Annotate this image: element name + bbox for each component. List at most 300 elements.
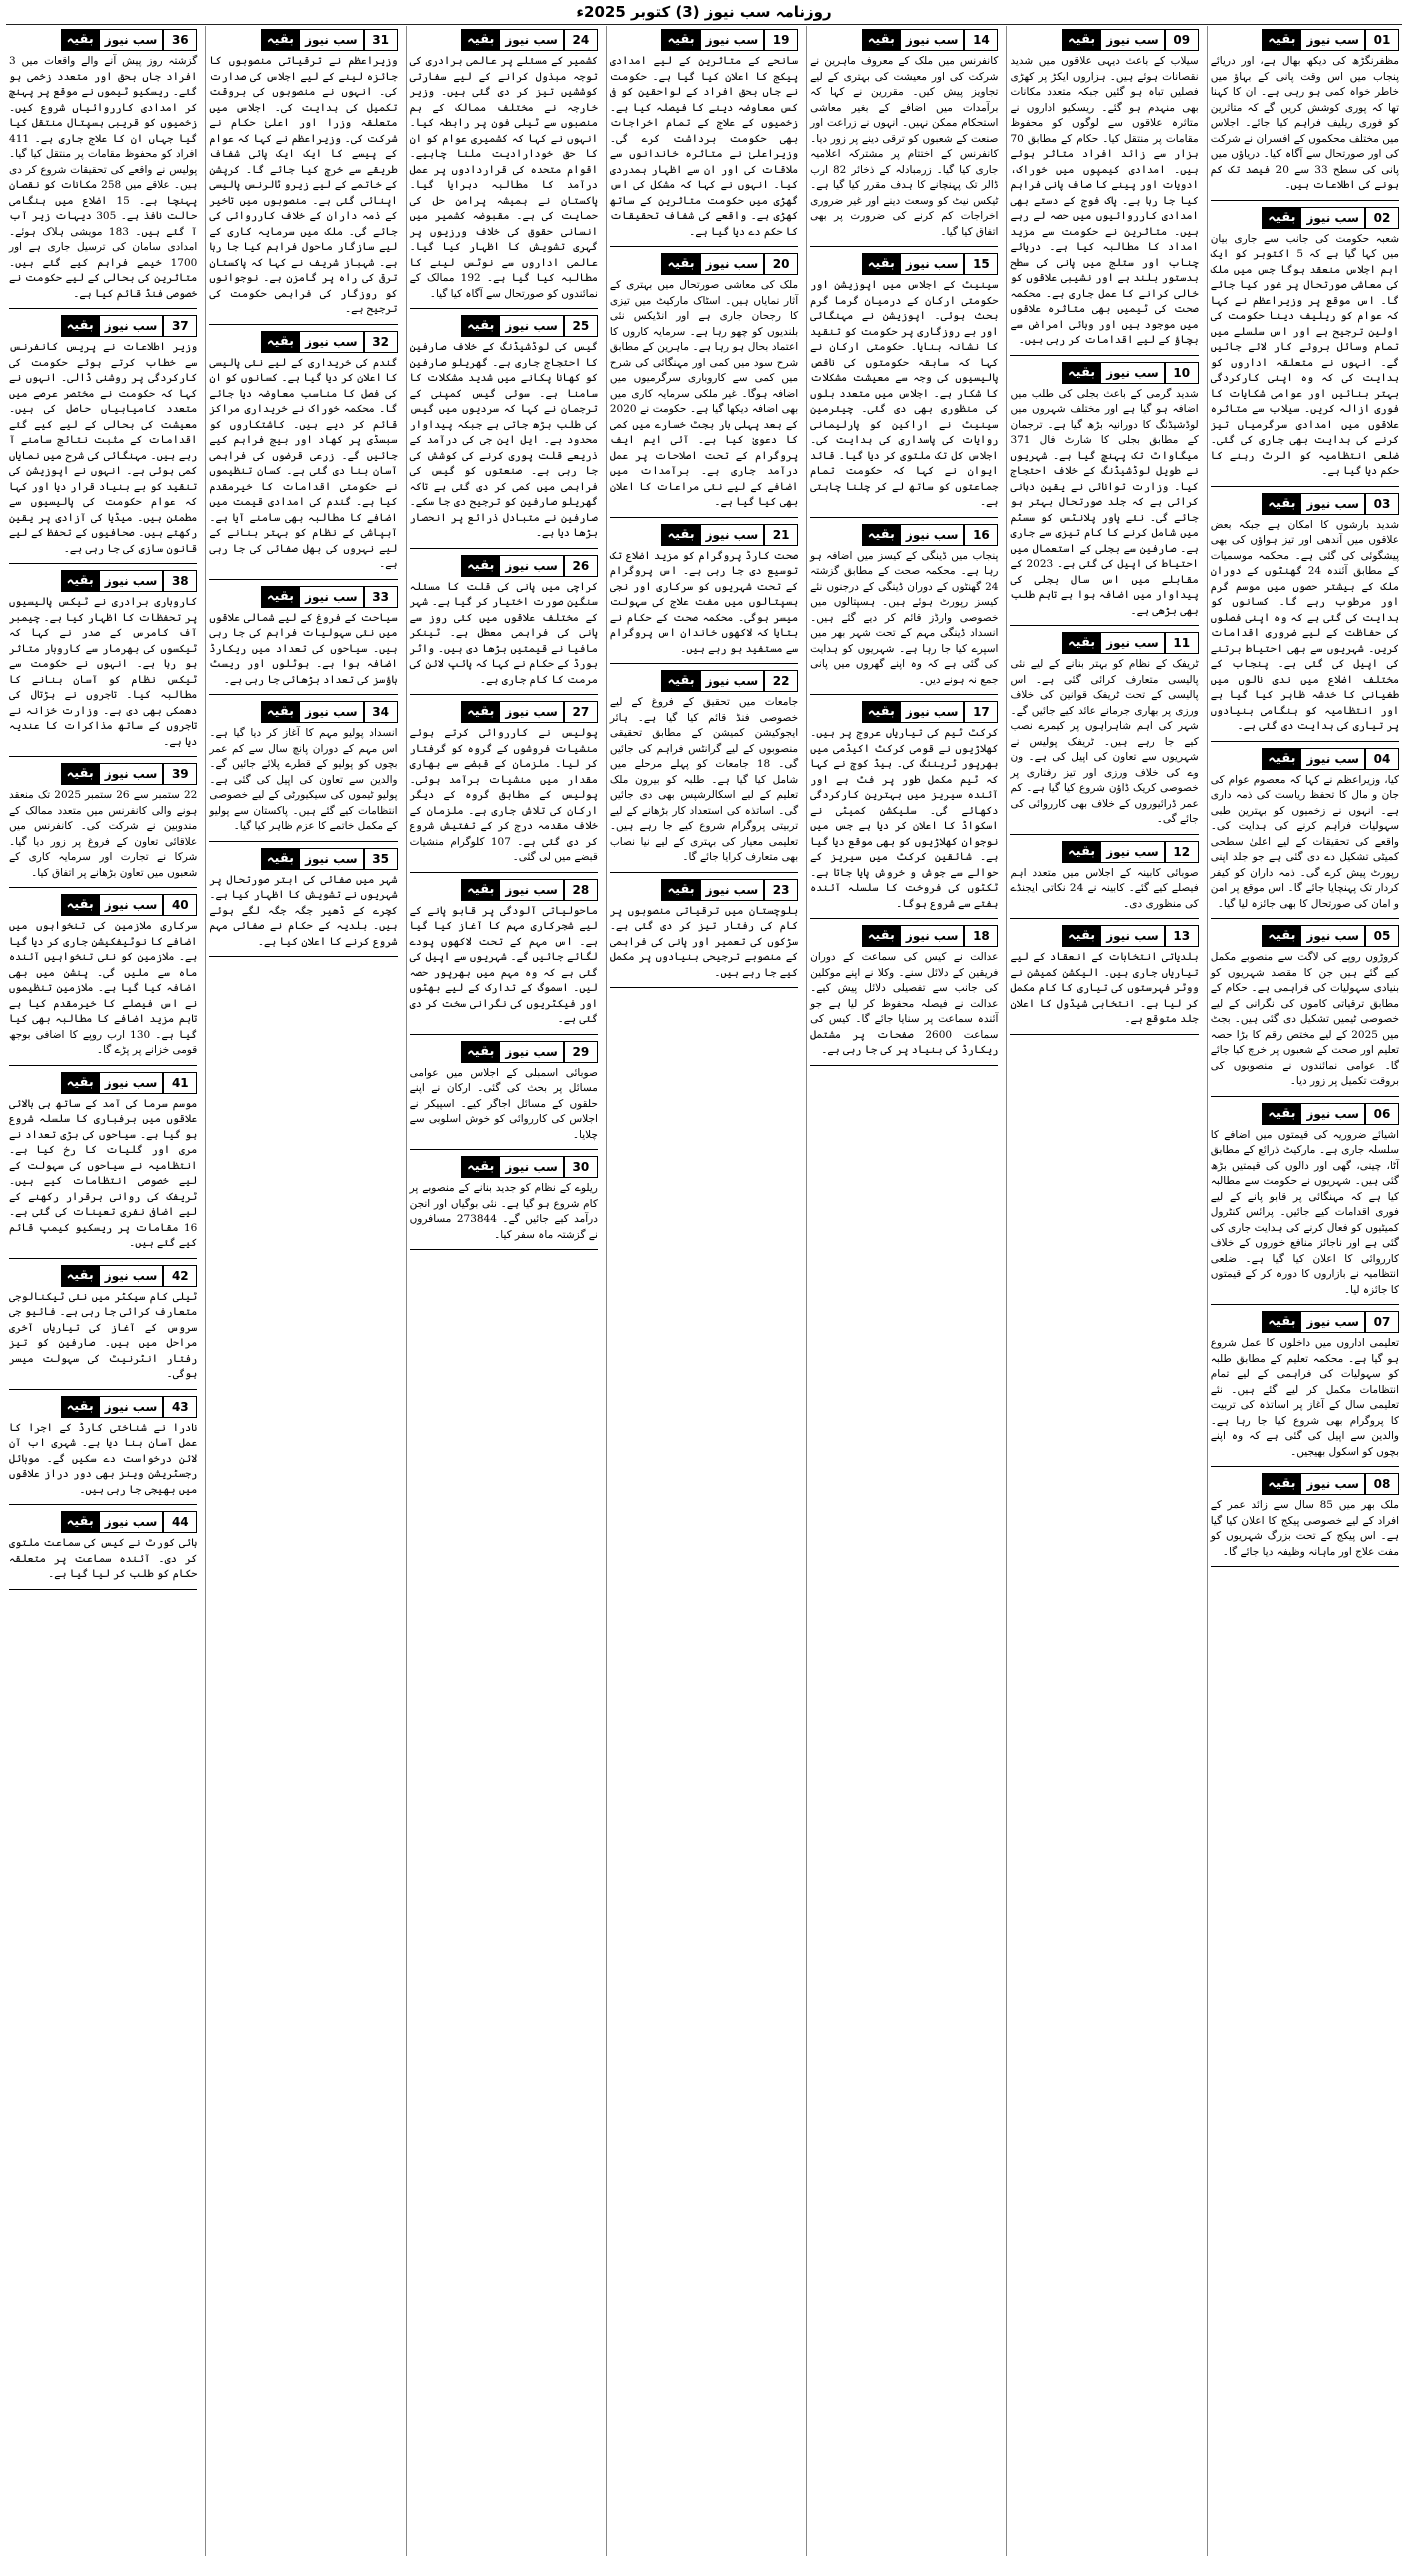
kicker-main-label: بقیہ <box>1062 632 1101 654</box>
kicker-source-label: سب نیوز <box>1301 29 1365 51</box>
continuation-article <box>1211 1311 1399 1467</box>
article-body-text: نادرا نے شناختی کارڈ کے اجرا کا عمل آسان بنا دیا ہے۔ شہری اب آن لائن درخواست دے سکیں گے۔ موبائل رجسٹریشن وینز بھی دور دراز علاقوں میں بھیجی جا رہی ہیں۔ <box>9 1421 198 1496</box>
continuation-article <box>410 29 598 309</box>
kicker-number: 03 <box>1365 493 1399 515</box>
article-divider <box>1010 1034 1198 1035</box>
article-body-text: سرکاری ملازمین کی تنخواہوں میں اضافے کا نوٹیفکیشن جاری کر دیا گیا ہے۔ ملازمین کو نئی تنخواہیں آئندہ ماہ سے ملیں گی۔ پنشن میں بھی اضافہ کیا گیا ہے۔ ملازمین تنظیموں نے اس فیصلے کا خیرمقدم کیا ہے تاہم مزید اضافے کا مطالبہ بھی کیا گیا ہے۔ 130 ارب روپے کا اضافی بوجھ قومی خزانے پر پڑے گا۔ <box>9 920 198 1056</box>
continuation-kicker <box>1211 1103 1399 1125</box>
continuation-kicker <box>1010 29 1198 51</box>
article-divider <box>410 694 598 695</box>
kicker-source-label: سب نیوز <box>701 29 765 51</box>
article-divider <box>1211 1566 1399 1567</box>
kicker-main-label: بقیہ <box>261 29 300 51</box>
continuation-kicker <box>9 894 197 916</box>
kicker-source-label: سب نیوز <box>1101 841 1165 863</box>
article-body-text: شہر میں صفائی کی ابتر صورتحال پر شہریوں نے تشویش کا اظہار کیا ہے۔ کچرے کے ڈھیر جگہ جگہ لگے ہوئے ہیں۔ بلدیہ کے حکام نے صفائی مہم شروع کرنے کا اعلان کیا ہے۔ <box>209 873 398 948</box>
continuation-article <box>810 925 998 1066</box>
kicker-number: 14 <box>964 29 998 51</box>
kicker-main-label: بقیہ <box>61 29 100 51</box>
article-divider <box>9 1065 197 1066</box>
continuation-kicker <box>9 1265 197 1287</box>
article-divider <box>1211 200 1399 201</box>
continuation-kicker <box>610 879 798 901</box>
kicker-number: 28 <box>564 879 598 901</box>
article-body-text: صوبائی کابینہ کے اجلاس میں متعدد اہم فیصلے کیے گئے۔ کابینہ نے 24 نکاتی ایجنڈے کی منظوری دی۔ <box>1010 866 1199 910</box>
continuation-kicker <box>9 1072 197 1094</box>
continuation-article <box>209 331 397 580</box>
article-divider <box>1010 625 1198 626</box>
kicker-main-label: بقیہ <box>1062 925 1101 947</box>
continuation-article <box>610 253 798 518</box>
continuation-kicker <box>410 315 598 337</box>
article-divider <box>1010 355 1198 356</box>
kicker-number: 40 <box>163 894 197 916</box>
kicker-main-label: بقیہ <box>461 1041 500 1063</box>
kicker-number: 17 <box>964 701 998 723</box>
article-body-text: ہائی کورٹ نے کیس کی سماعت ملتوی کر دی۔ آئندہ سماعت پر متعلقہ حکام کو طلب کر لیا گیا ہے۔ <box>9 1537 198 1580</box>
article-body-text: تعلیمی اداروں میں داخلوں کا عمل شروع ہو گیا ہے۔ محکمہ تعلیم کے مطابق طلبہ کو سہولیات کی فراہمی کے لیے تمام انتظامات مکمل کر لیے گئے ہیں۔ نئے تعلیمی سال کے آغاز پر اساتذہ کی تربیت کا پروگرام بھی شروع کیا جا رہا ہے۔ والدین سے اپیل کی گئی ہے کہ وہ اپنے بچوں کو اسکول بھیجیں۔ <box>1210 1337 1399 1458</box>
continuation-kicker <box>610 670 798 692</box>
article-body-text: کروڑوں روپے کی لاگت سے منصوبے مکمل کیے گئے ہیں جن کا مقصد شہریوں کو بنیادی سہولیات کی فراہمی ہے۔ حکام کے مطابق ترقیاتی کاموں کی نگرانی کے لیے خصوصی ٹیمیں تشکیل دی گئی ہیں۔ بجٹ میں 2025 کے لیے مختص رقم کا بڑا حصہ تعلیم اور صحت کے شعبوں پر خرچ کیا جائے گا۔ عوامی نمائندوں نے منصوبوں کی بروقت تکمیل پر زور دیا۔ <box>1210 951 1399 1087</box>
kicker-number: 44 <box>163 1511 197 1533</box>
kicker-source-label: سب نیوز <box>1301 207 1365 229</box>
kicker-main-label: بقیہ <box>61 1072 100 1094</box>
column-4 <box>606 26 801 2556</box>
article-divider <box>410 1034 598 1035</box>
kicker-number: 21 <box>764 524 798 546</box>
article-divider <box>410 1149 598 1150</box>
kicker-source-label: سب نیوز <box>701 524 765 546</box>
continuation-article <box>410 701 598 873</box>
kicker-source-label: سب نیوز <box>1101 632 1165 654</box>
kicker-number: 08 <box>1365 1473 1399 1495</box>
kicker-main-label: بقیہ <box>461 315 500 337</box>
continuation-kicker <box>1211 1311 1399 1333</box>
kicker-source-label: سب نیوز <box>100 29 164 51</box>
kicker-source-label: سب نیوز <box>100 1396 164 1418</box>
continuation-article <box>9 1396 197 1506</box>
article-body-text: بلدیاتی انتخابات کے انعقاد کے لیے تیاریاں جاری ہیں۔ الیکشن کمیشن نے ووٹر فہرستوں کی تیاری کا کام مکمل کر لیا ہے۔ انتخابی شیڈول کا اعلان جلد متوقع ہے۔ <box>1010 951 1199 1025</box>
kicker-source-label: سب نیوز <box>1101 925 1165 947</box>
article-body-text: 22 ستمبر سے 26 ستمبر 2025 تک منعقد ہونے والی کانفرنس میں متعدد ممالک کے مندوبین نے شرکت کی۔ کانفرنس میں علاقائی تعاون کے فروغ پر زور دیا گیا۔ شرکا نے تجارت اور سرمایہ کاری کے شعبوں میں تعاون بڑھانے پر اتفاق کیا۔ <box>9 789 198 879</box>
kicker-main-label: بقیہ <box>61 570 100 592</box>
article-divider <box>9 756 197 757</box>
article-body-text: وزیر اطلاعات نے پریس کانفرنس سے خطاب کرتے ہوئے حکومت کی کارکردگی پر روشنی ڈالی۔ انہوں نے کہا کہ حکومت نے مختصر عرصے میں متعدد کامیابیاں حاصل کی ہیں۔ معیشت کی بحالی کے لیے کیے گئے اقدامات کے مثبت نتائج سامنے آ رہے ہیں۔ مہنگائی کی شرح میں نمایاں کمی ہوئی ہے۔ انہوں نے اپوزیشن کی تنقید کو بے بنیاد قرار دیا اور کہا کہ عوام حکومت کی پالیسیوں سے مطمئن ہیں۔ میڈیا کی آزادی پر یقین رکھتے ہیں۔ صحافیوں کے تحفظ کے لیے قانون سازی کی جا رہی ہے۔ <box>9 341 198 555</box>
kicker-main-label: بقیہ <box>1262 748 1301 770</box>
article-body-text: جامعات میں تحقیق کے فروغ کے لیے خصوصی فنڈ قائم کیا گیا ہے۔ ہائر ایجوکیشن کمیشن کے مطابق تحقیقی منصوبوں کے لیے گرانٹس فراہم کی جائیں گی۔ 18 جامعات کو پہلے مرحلے میں شامل کیا گیا ہے۔ طلبہ کو بیرون ملک تعلیم کے لیے اسکالرشپس بھی دی جائیں گی۔ اساتذہ کی استعداد کار بڑھانے کے لیے تربیتی پروگرام شروع کیے جا رہے ہیں۔ تعلیمی معیار کی بہتری کے لیے نیا نصاب بھی متعارف کرایا جائے گا۔ <box>609 696 799 863</box>
continuation-article <box>410 1041 598 1151</box>
masthead-title: روزنامہ سب نیوز (3) کتوبر 2025ء <box>6 0 1402 25</box>
continuation-article <box>1010 632 1198 835</box>
continuation-kicker <box>1010 362 1198 384</box>
kicker-source-label: سب نیوز <box>701 670 765 692</box>
article-body-text: اشیائے ضروریہ کی قیمتوں میں اضافے کا سلسلہ جاری ہے۔ مارکیٹ ذرائع کے مطابق آٹا، چینی، گھی اور دالوں کی قیمتیں بڑھ گئی ہیں۔ شہریوں نے حکومت سے مطالبہ کیا ہے کہ مہنگائی پر قابو پانے کے لیے فوری اقدامات کیے جائیں۔ پرائس کنٹرول کمیٹیوں کو فعال کرنے کی ہدایت جاری کی گئی ہے اور ناجائز منافع خوروں کے خلاف کارروائی کا اعلان کیا گیا ہے۔ ضلعی انتظامیہ نے بازاروں کا دورہ کر کے قیمتوں کا جائزہ لیا۔ <box>1210 1128 1399 1296</box>
kicker-number: 34 <box>364 701 398 723</box>
kicker-number: 12 <box>1165 841 1199 863</box>
continuation-kicker <box>209 848 397 870</box>
continuation-kicker <box>9 29 197 51</box>
kicker-number: 09 <box>1165 29 1199 51</box>
kicker-main-label: بقیہ <box>1262 29 1301 51</box>
kicker-number: 15 <box>964 253 998 275</box>
kicker-main-label: بقیہ <box>61 894 100 916</box>
article-divider <box>209 324 397 325</box>
kicker-number: 18 <box>964 925 998 947</box>
kicker-main-label: بقیہ <box>661 29 700 51</box>
article-divider <box>1211 918 1399 919</box>
kicker-source-label: سب نیوز <box>500 29 564 51</box>
kicker-number: 04 <box>1365 748 1399 770</box>
kicker-source-label: سب نیوز <box>901 29 965 51</box>
kicker-number: 32 <box>364 331 398 353</box>
continuation-article <box>610 879 798 989</box>
kicker-main-label: بقیہ <box>261 701 300 723</box>
continuation-kicker <box>810 925 998 947</box>
article-body-text: کراچی میں پانی کی قلت کا مسئلہ سنگین صورت اختیار کر گیا ہے۔ شہر کے مختلف علاقوں میں کئی روز سے پانی کی فراہمی معطل ہے۔ ٹینکر مافیا نے قیمتیں بڑھا دی ہیں۔ واٹر بورڈ کے حکام نے کہا کہ پائپ لائن کی مرمت کا کام جاری ہے۔ <box>409 580 598 686</box>
article-body-text: گیس کی لوڈشیڈنگ کے خلاف صارفین کا احتجاج جاری ہے۔ گھریلو صارفین کو کھانا پکانے میں شدید مشکلات کا سامنا ہے۔ سوئی گیس کمپنی کے ترجمان نے کہا کہ سردیوں میں گیس کی طلب بڑھ جاتی ہے جبکہ پیداوار محدود ہے۔ ایل این جی کی درآمد کے ذریعے قلت پوری کرنے کی کوشش کی جا رہی ہے۔ صنعتوں کو گیس کی فراہمی میں کمی کر دی گئی ہے تاکہ گھریلو صارفین کو ترجیح دی جا سکے۔ صارفین نے متبادل ذرائع پر انحصار بڑھا دیا ہے۔ <box>409 341 598 539</box>
continuation-article <box>410 315 598 549</box>
continuation-kicker <box>1010 841 1198 863</box>
kicker-number: 24 <box>564 29 598 51</box>
continuation-article <box>209 701 397 842</box>
continuation-article <box>9 315 197 564</box>
kicker-source-label: سب نیوز <box>901 925 965 947</box>
continuation-kicker <box>1211 748 1399 770</box>
article-body-text: سانحے کے متاثرین کے لیے امدادی پیکج کا اعلان کیا گیا ہے۔ حکومت نے جاں بحق افراد کے لواحقین کو فی کس معاوضہ دینے کا فیصلہ کیا ہے۔ زخمیوں کے علاج کے تمام اخراجات بھی حکومت برداشت کرے گی۔ وزیراعلیٰ نے متاثرہ خاندانوں سے ملاقات کی اور ان سے اظہار ہمدردی کیا۔ انہوں نے کہا کہ مشکل کی اس گھڑی میں حکومت متاثرین کے ساتھ کھڑی ہے۔ واقعے کی شفاف تحقیقات کا حکم دے دیا گیا ہے۔ <box>609 55 799 238</box>
article-divider <box>410 308 598 309</box>
kicker-number: 36 <box>163 29 197 51</box>
column-5 <box>406 26 601 2556</box>
continuation-article <box>1010 29 1198 356</box>
continuation-article <box>1010 841 1198 920</box>
kicker-number: 42 <box>163 1265 197 1287</box>
kicker-source-label: سب نیوز <box>100 1072 164 1094</box>
kicker-main-label: بقیہ <box>61 1396 100 1418</box>
continuation-kicker <box>209 29 397 51</box>
kicker-number: 35 <box>364 848 398 870</box>
article-divider <box>1010 834 1198 835</box>
kicker-number: 11 <box>1165 632 1199 654</box>
kicker-source-label: سب نیوز <box>901 701 965 723</box>
article-divider <box>209 841 397 842</box>
continuation-article <box>9 1265 197 1390</box>
article-divider <box>9 1504 197 1505</box>
article-body-text: کرکٹ ٹیم کی تیاریاں عروج پر ہیں۔ کھلاڑیوں نے قومی کرکٹ اکیڈمی میں بھرپور ٹریننگ کی۔ ہیڈ کوچ نے کہا کہ ٹیم مکمل طور پر فٹ ہے اور آئندہ سیریز میں بہترین کارکردگی دکھائے گی۔ سلیکشن کمیٹی نے اسکواڈ کا اعلان کر دیا ہے جس میں نوجوان کھلاڑیوں کو بھی موقع دیا گیا ہے۔ شائقین کرکٹ میں سیریز کے حوالے سے جوش و خروش پایا جاتا ہے۔ ٹکٹوں کی فروخت کا سلسلہ آئندہ ہفتے سے شروع ہوگا۔ <box>810 727 999 910</box>
continuation-article <box>410 879 598 1035</box>
article-body-text: پولیس نے کارروائی کرتے ہوئے منشیات فروشوں کے گروہ کو گرفتار کر لیا۔ ملزمان کے قبضے سے بھاری مقدار میں منشیات برآمد ہوئی۔ پولیس کے مطابق گروہ کے دیگر ارکان کی تلاش جاری ہے۔ ملزمان کے خلاف مقدمہ درج کر کے تفتیش شروع کر دی گئی ہے۔ 107 کلوگرام منشیات قبضے میں لی گئی۔ <box>409 727 598 863</box>
article-body-text: گزشتہ روز پیش آنے والے واقعات میں 3 افراد جاں بحق اور متعدد زخمی ہو گئے۔ ریسکیو ٹیموں نے موقع پر پہنچ کر امدادی کارروائیاں شروع کیں۔ زخمیوں کو قریبی ہسپتال منتقل کیا گیا جہاں ان کا علاج جاری ہے۔ 411 افراد کو محفوظ مقامات پر منتقل کیا گیا۔ پولیس نے واقعے کی تحقیقات شروع کر دی ہیں۔ علاقے میں 258 مکانات کو نقصان پہنچا ہے۔ 15 اضلاع میں ہنگامی حالت نافذ ہے۔ 305 دیہات زیر آب آ گئے ہیں۔ 183 مویشی ہلاک ہوئے۔ امدادی سامان کی ترسیل جاری ہے اور 1700 خیمے فراہم کیے گئے ہیں۔ متاثرین کی بحالی کے لیے حکومت نے خصوصی فنڈ قائم کیا ہے۔ <box>9 55 198 300</box>
kicker-number: 19 <box>764 29 798 51</box>
continuation-kicker <box>410 701 598 723</box>
article-divider <box>9 1389 197 1390</box>
continuation-article <box>1211 748 1399 920</box>
kicker-main-label: بقیہ <box>61 1511 100 1533</box>
continuation-kicker <box>9 1511 197 1533</box>
kicker-number: 05 <box>1365 925 1399 947</box>
kicker-main-label: بقیہ <box>461 879 500 901</box>
column-2 <box>1006 26 1201 2556</box>
article-divider <box>810 517 998 518</box>
kicker-main-label: بقیہ <box>461 1156 500 1178</box>
kicker-source-label: سب نیوز <box>500 315 564 337</box>
continuation-kicker <box>410 29 598 51</box>
continuation-article <box>9 763 197 888</box>
kicker-main-label: بقیہ <box>661 879 700 901</box>
continuation-article <box>209 848 397 958</box>
kicker-main-label: بقیہ <box>1062 29 1101 51</box>
continuation-kicker <box>810 29 998 51</box>
continuation-kicker <box>410 1041 598 1063</box>
continuation-article <box>1211 1103 1399 1306</box>
kicker-main-label: بقیہ <box>461 29 500 51</box>
article-divider <box>410 872 598 873</box>
article-divider <box>610 663 798 664</box>
kicker-source-label: سب نیوز <box>901 524 965 546</box>
article-body-text: ٹیلی کام سیکٹر میں نئی ٹیکنالوجی متعارف کرائی جا رہی ہے۔ فائیو جی سروس کے آغاز کی تیاریاں آخری مراحل میں ہیں۔ صارفین کو تیز رفتار انٹرنیٹ کی سہولت میسر ہوگی۔ <box>9 1290 198 1380</box>
article-divider <box>810 246 998 247</box>
continuation-kicker <box>410 555 598 577</box>
kicker-main-label: بقیہ <box>1262 1311 1301 1333</box>
article-divider <box>1211 741 1399 742</box>
continuation-kicker <box>610 253 798 275</box>
kicker-main-label: بقیہ <box>461 555 500 577</box>
column-7 <box>6 26 200 2556</box>
kicker-main-label: بقیہ <box>61 763 100 785</box>
continuation-kicker <box>9 763 197 785</box>
continuation-kicker <box>610 524 798 546</box>
kicker-number: 38 <box>163 570 197 592</box>
kicker-main-label: بقیہ <box>661 670 700 692</box>
continuation-article <box>1211 29 1399 201</box>
continuation-kicker <box>810 524 998 546</box>
kicker-source-label: سب نیوز <box>1301 1103 1365 1125</box>
kicker-number: 37 <box>163 315 197 337</box>
article-body-text: مظفرنگڑھ کی دیکھ بھال ہے، اور دریائے پنجاب میں اس وقت پانی کے بہاؤ میں خاطر خواہ کمی ہو رہی ہے۔ ان کا کہنا تھا کہ پوری کوشش کریں گے کہ متاثرین کو فوری ریلیف فراہم کیا جائے۔ اجلاس میں مختلف محکموں کے افسران نے شرکت کی اور صورتحال سے آگاہ کیا۔ دریاؤں میں پانی کی سطح 33 سے 20 فیصد تک کم ہونے کی اطلاعات ہیں۔ <box>1210 55 1399 191</box>
article-divider <box>9 1589 197 1590</box>
kicker-number: 07 <box>1365 1311 1399 1333</box>
continuation-article <box>9 1072 197 1259</box>
kicker-number: 26 <box>564 555 598 577</box>
continuation-kicker <box>9 570 197 592</box>
kicker-source-label: سب نیوز <box>300 29 364 51</box>
kicker-source-label: سب نیوز <box>100 1511 164 1533</box>
article-body-text: شدید گرمی کے باعث بجلی کی طلب میں اضافہ ہو گیا ہے اور مختلف شہروں میں لوڈشیڈنگ کا دورانیہ بڑھ گیا ہے۔ ترجمان کے مطابق بجلی کا شارٹ فال 371 میگاواٹ تک پہنچ گیا ہے۔ شہریوں نے طویل لوڈشیڈنگ کے خلاف احتجاج کیا۔ وزارت توانائی نے یقین دہانی کرائی ہے کہ جلد صورتحال بہتر ہو جائے گی۔ نئے پاور پلانٹس کو سسٹم میں شامل کرنے کا کام تیزی سے جاری ہے۔ صارفین سے بجلی کے استعمال میں احتیاط کی اپیل کی گئی ہے۔ 2023 کے مقابلے میں اس سال بجلی کی پیداوار میں اضافہ ہوا ہے تاہم طلب بھی بڑھی ہے۔ <box>1010 387 1199 617</box>
article-divider <box>9 887 197 888</box>
article-divider <box>1211 1466 1399 1467</box>
continuation-article <box>810 701 998 919</box>
article-divider <box>610 872 798 873</box>
article-body-text: شعبہ حکومت کی جانب سے جاری بیان میں کہا گیا ہے کہ 5 اکتوبر کو ایک اہم اجلاس منعقد ہوگا جس میں ملک کی معاشی صورتحال پر غور کیا جائے گا۔ اس موقع پر وزیراعظم نے کہا کہ عوام کو ریلیف دینا حکومت کی اولین ترجیح ہے اور اس سلسلے میں تمام وسائل بروئے کار لائے جائیں گے۔ انہوں نے متعلقہ اداروں کو ہدایت کی کہ وہ اپنی کارکردگی بہتر بنائیں اور عوامی شکایات کا فوری ازالہ کریں۔ سیلاب سے متاثرہ علاقوں میں امدادی سرگرمیاں تیز کرنے کی ہدایت بھی جاری کی گئی۔ ضلعی انتظامیہ کو الرٹ رہنے کا حکم دیا گیا ہے۔ <box>1210 232 1399 477</box>
continuation-article <box>9 570 197 757</box>
continuation-kicker <box>1211 493 1399 515</box>
kicker-number: 20 <box>764 253 798 275</box>
article-body-text: گندم کی خریداری کے لیے نئی پالیسی کا اعلان کر دیا گیا ہے۔ کسانوں کو ان کی فصل کا مناسب معاوضہ دیا جائے گا۔ محکمہ خوراک نے خریداری مراکز قائم کر دیے ہیں۔ کاشتکاروں کو سبسڈی پر کھاد اور بیج فراہم کیے جائیں گے۔ زرعی قرضوں کی فراہمی آسان بنا دی گئی ہے۔ کسان تنظیموں نے حکومتی اقدامات کا خیرمقدم کیا ہے۔ گندم کی امدادی قیمت میں اضافے کا مطالبہ بھی سامنے آیا ہے۔ آبپاشی کے نظام کو بہتر بنانے کے لیے نہروں کی بھل صفائی کی جا رہی ہے۔ <box>209 356 398 570</box>
kicker-main-label: بقیہ <box>862 253 901 275</box>
continuation-article <box>810 253 998 518</box>
kicker-number: 41 <box>163 1072 197 1094</box>
kicker-source-label: سب نیوز <box>300 848 364 870</box>
kicker-number: 23 <box>764 879 798 901</box>
article-body-text: صوبائی اسمبلی کے اجلاس میں عوامی مسائل پر بحث کی گئی۔ ارکان نے اپنے حلقوں کے مسائل اجاگر کیے۔ اسپیکر نے اجلاس کی کارروائی کو خوش اسلوبی سے چلایا۔ <box>409 1066 598 1141</box>
kicker-source-label: سب نیوز <box>100 1265 164 1287</box>
columns-container <box>6 26 1402 2556</box>
kicker-main-label: بقیہ <box>862 701 901 723</box>
kicker-main-label: بقیہ <box>661 253 700 275</box>
article-body-text: پنجاب میں ڈینگی کے کیسز میں اضافہ ہو رہا ہے۔ محکمہ صحت کے مطابق گزشتہ 24 گھنٹوں کے دوران ڈینگی کے درجنوں نئے کیسز رپورٹ ہوئے ہیں۔ ہسپتالوں میں خصوصی وارڈز قائم کر دیے گئے ہیں۔ انسداد ڈینگی مہم کے تحت شہر بھر میں اسپرے کیا جا رہا ہے۔ شہریوں کو ہدایت کی گئی ہے کہ وہ اپنے گھروں میں پانی جمع نہ ہونے دیں۔ <box>810 549 999 686</box>
article-body-text: سیلاب کے باعث دیہی علاقوں میں شدید نقصانات ہوئے ہیں۔ ہزاروں ایکڑ پر کھڑی فصلیں تباہ ہو گئیں جبکہ متعدد مکانات بھی منہدم ہو گئے۔ ریسکیو اداروں نے متاثرہ علاقوں سے لوگوں کو محفوظ مقامات پر منتقل کیا۔ حکام کے مطابق 70 ہزار سے زائد افراد متاثر ہوئے ہیں۔ امدادی کیمپوں میں خوراک، ادویات اور پینے کا صاف پانی فراہم کیا جا رہا ہے۔ پاک فوج کے دستے بھی امدادی کارروائیوں میں حصہ لے رہے ہیں۔ متاثرین نے حکومت سے مزید امداد کا مطالبہ کیا ہے۔ دریائے چناب اور ستلج میں پانی کی سطح بدستور بلند ہے اور نشیبی علاقوں کو خالی کرانے کا عمل جاری ہے۔ محکمہ صحت کی ٹیمیں بھی متاثرہ علاقوں میں موجود ہیں اور وبائی امراض سے بچاؤ کے لیے اقدامات کر رہی ہیں۔ <box>1010 55 1199 346</box>
continuation-article <box>9 894 197 1066</box>
continuation-kicker <box>209 331 397 353</box>
article-divider <box>9 1258 197 1259</box>
kicker-number: 29 <box>564 1041 598 1063</box>
continuation-article <box>9 1511 197 1590</box>
continuation-kicker <box>810 253 998 275</box>
article-divider <box>1010 918 1198 919</box>
kicker-source-label: سب نیوز <box>100 894 164 916</box>
article-body-text: کانفرنس میں ملک کے معروف ماہرین نے شرکت کی اور معیشت کی بہتری کے لیے تجاویز پیش کیں۔ مقررین نے کہا کہ برآمدات میں اضافے کے بغیر معاشی استحکام ممکن نہیں۔ انہوں نے زراعت اور صنعت کے شعبوں کو ترقی دینے پر زور دیا۔ کانفرنس کے اختتام پر مشترکہ اعلامیہ جاری کیا گیا۔ زرمبادلہ کے ذخائر 82 ارب ڈالر تک پہنچانے کا ہدف مقرر کیا گیا ہے۔ ٹیکس نیٹ کو وسعت دینے اور غیر ضروری اخراجات کم کرنے کی ضرورت پر بھی اتفاق کیا گیا۔ <box>810 55 999 238</box>
kicker-main-label: بقیہ <box>261 586 300 608</box>
continuation-kicker <box>1211 29 1399 51</box>
kicker-main-label: بقیہ <box>61 315 100 337</box>
continuation-article <box>209 29 397 325</box>
kicker-main-label: بقیہ <box>61 1265 100 1287</box>
kicker-main-label: بقیہ <box>661 524 700 546</box>
article-body-text: موسم سرما کی آمد کے ساتھ ہی بالائی علاقوں میں برفباری کا سلسلہ شروع ہو گیا ہے۔ سیاحوں کی بڑی تعداد نے مری اور گلیات کا رخ کیا ہے۔ انتظامیہ نے سیاحوں کی سہولت کے لیے خصوصی انتظامات کیے ہیں۔ ٹریفک کی روانی برقرار رکھنے کے لیے اضافی نفری تعینات کی گئی ہے۔ 16 مقامات پر ریسکیو کیمپ قائم کیے گئے ہیں۔ <box>9 1097 198 1249</box>
article-divider <box>810 1065 998 1066</box>
continuation-article <box>810 524 998 696</box>
kicker-source-label: سب نیوز <box>1301 1311 1365 1333</box>
article-body-text: کشمیر کے مسئلے پر عالمی برادری کی توجہ مبذول کرانے کے لیے سفارتی کوششیں تیز کر دی گئی ہیں۔ وزیر خارجہ نے مختلف ممالک کے ہم منصبوں سے ٹیلی فون پر رابطہ کیا۔ انہوں نے کہا کہ کشمیری عوام کو ان کا حق خودارادیت ملنا چاہیے۔ اقوام متحدہ کی قراردادوں پر عمل درآمد کا مطالبہ دہرایا گیا۔ پاکستان نے ہمیشہ پرامن حل کی حمایت کی ہے۔ مقبوضہ کشمیر میں انسانی حقوق کی خلاف ورزیوں پر گہری تشویش کا اظہار کیا گیا۔ عالمی اداروں سے نوٹس لینے کا مطالبہ کیا گیا ہے۔ 192 ممالک کے نمائندوں کو صورتحال سے آگاہ کیا گیا۔ <box>409 55 598 300</box>
article-body-text: ماحولیاتی آلودگی پر قابو پانے کے لیے شجرکاری مہم کا آغاز کیا گیا ہے۔ اس مہم کے تحت لاکھوں پودے لگائے جائیں گے۔ شہریوں سے اپیل کی گئی ہے کہ وہ مہم میں بھرپور حصہ لیں۔ اسموگ کے تدارک کے لیے بھٹوں اور فیکٹریوں کی نگرانی سخت کر دی گئی ہے۔ <box>409 904 598 1025</box>
continuation-kicker <box>1211 1473 1399 1495</box>
kicker-source-label: سب نیوز <box>100 763 164 785</box>
continuation-article <box>410 555 598 696</box>
kicker-main-label: بقیہ <box>261 848 300 870</box>
kicker-source-label: سب نیوز <box>500 879 564 901</box>
kicker-source-label: سب نیوز <box>500 701 564 723</box>
kicker-source-label: سب نیوز <box>500 1041 564 1063</box>
kicker-number: 22 <box>764 670 798 692</box>
continuation-article <box>610 524 798 665</box>
article-body-text: ملک بھر میں 85 سال سے زائد عمر کے افراد کے لیے خصوصی پیکج کا اعلان کیا گیا ہے۔ اس پیکج کے تحت بزرگ شہریوں کو مفت علاج اور ماہانہ وظیفہ دیا جائے گا۔ <box>1210 1499 1399 1558</box>
article-body-text: ریلوے کے نظام کو جدید بنانے کے منصوبے پر کام شروع ہو گیا ہے۔ نئی بوگیاں اور انجن درآمد کیے جائیں گے۔ 273844 مسافروں نے گزشتہ ماہ سفر کیا۔ <box>409 1182 598 1241</box>
kicker-source-label: سب نیوز <box>100 570 164 592</box>
continuation-article <box>610 670 798 873</box>
continuation-kicker <box>209 701 397 723</box>
kicker-number: 33 <box>364 586 398 608</box>
article-divider <box>1211 1304 1399 1305</box>
article-divider <box>9 308 197 309</box>
kicker-source-label: سب نیوز <box>701 879 765 901</box>
kicker-number: 30 <box>564 1156 598 1178</box>
kicker-main-label: بقیہ <box>1262 207 1301 229</box>
article-divider <box>810 694 998 695</box>
article-divider <box>410 548 598 549</box>
kicker-main-label: بقیہ <box>461 701 500 723</box>
kicker-source-label: سب نیوز <box>1301 748 1365 770</box>
article-divider <box>610 517 798 518</box>
kicker-number: 27 <box>564 701 598 723</box>
kicker-main-label: بقیہ <box>862 29 901 51</box>
kicker-main-label: بقیہ <box>1262 1103 1301 1125</box>
continuation-kicker <box>410 879 598 901</box>
continuation-kicker <box>1010 632 1198 654</box>
kicker-number: 16 <box>964 524 998 546</box>
kicker-source-label: سب نیوز <box>701 253 765 275</box>
kicker-source-label: سب نیوز <box>1301 1473 1365 1495</box>
kicker-number: 31 <box>364 29 398 51</box>
article-body-text: صحت کارڈ پروگرام کو مزید اضلاع تک توسیع دی جا رہی ہے۔ اس پروگرام کے تحت شہریوں کو سرکاری اور نجی ہسپتالوں میں مفت علاج کی سہولت میسر ہوگی۔ محکمہ صحت کے حکام نے بتایا کہ لاکھوں خاندان اس پروگرام سے مستفید ہو رہے ہیں۔ <box>609 549 799 655</box>
continuation-article <box>1211 1473 1399 1567</box>
kicker-source-label: سب نیوز <box>1301 493 1365 515</box>
kicker-main-label: بقیہ <box>862 925 901 947</box>
continuation-kicker <box>410 1156 598 1178</box>
kicker-main-label: بقیہ <box>1062 841 1101 863</box>
article-body-text: بلوچستان میں ترقیاتی منصوبوں پر کام کی رفتار تیز کر دی گئی ہے۔ سڑکوں کی تعمیر اور پانی کی فراہمی کے منصوبے ترجیحی بنیادوں پر مکمل کیے جا رہے ہیں۔ <box>609 904 799 979</box>
kicker-source-label: سب نیوز <box>1101 362 1165 384</box>
article-divider <box>410 1249 598 1250</box>
kicker-number: 43 <box>163 1396 197 1418</box>
kicker-source-label: سب نیوز <box>300 586 364 608</box>
article-body-text: عدالت نے کیس کی سماعت کے دوران فریقین کے دلائل سنے۔ وکلا نے اپنے موکلین کی جانب سے تفصیلی دلائل پیش کیے۔ عدالت نے فیصلہ محفوظ کر لیا ہے جو آئندہ سماعت پر سنایا جائے گا۔ کیس کی سماعت 2600 صفحات پر مشتمل ریکارڈ کی بنیاد پر کی جا رہی ہے۔ <box>810 951 999 1056</box>
column-1 <box>1207 26 1402 2556</box>
article-divider <box>1211 1096 1399 1097</box>
continuation-article <box>9 29 197 309</box>
kicker-number: 25 <box>564 315 598 337</box>
kicker-number: 06 <box>1365 1103 1399 1125</box>
kicker-number: 02 <box>1365 207 1399 229</box>
article-body-text: سینیٹ کے اجلاس میں اپوزیشن اور حکومتی ارکان کے درمیان گرما گرم بحث ہوئی۔ اپوزیشن نے مہنگائی اور بے روزگاری پر حکومت کو تنقید کا نشانہ بنایا۔ حکومتی ارکان نے کہا کہ سابقہ حکومتوں کی ناقص پالیسیوں کی وجہ سے معیشت مشکلات کا شکار ہے۔ اجلاس میں متعدد بلوں کی منظوری بھی دی گئی۔ چیئرمین سینیٹ نے اراکین کو پارلیمانی روایات کی پاسداری کی ہدایت کی۔ اجلاس کل تک ملتوی کر دیا گیا۔ قائد ایوان نے کہا کہ حکومت تمام جماعتوں کو ساتھ لے کر چلنا چاہتی ہے۔ <box>810 279 999 508</box>
continuation-kicker <box>810 701 998 723</box>
kicker-main-label: بقیہ <box>261 331 300 353</box>
kicker-number: 39 <box>163 763 197 785</box>
continuation-article <box>410 1156 598 1250</box>
article-body-text: ملک کی معاشی صورتحال میں بہتری کے آثار نمایاں ہیں۔ اسٹاک مارکیٹ میں تیزی کا رجحان جاری ہے اور انڈیکس نئی بلندیوں کو چھو رہا ہے۔ سرمایہ کاروں کا اعتماد بحال ہو رہا ہے۔ ماہرین کے مطابق شرح سود میں کمی اور مہنگائی کی شرح میں کمی سے کاروباری سرگرمیوں میں اضافہ ہوگا۔ غیر ملکی سرمایہ کاری میں بھی اضافہ دیکھا گیا ہے۔ حکومت نے 2020 کے بعد پہلی بار بجٹ خسارے میں کمی کا دعویٰ کیا ہے۔ آئی ایم ایف پروگرام کے تحت اصلاحات پر عمل درآمد جاری ہے۔ برآمدات میں اضافے کے لیے نئی مراعات کا اعلان بھی کیا گیا ہے۔ <box>609 279 799 508</box>
column-3 <box>806 26 1001 2556</box>
kicker-source-label: سب نیوز <box>1301 925 1365 947</box>
kicker-source-label: سب نیوز <box>500 1156 564 1178</box>
continuation-article <box>1211 207 1399 487</box>
kicker-source-label: سب نیوز <box>100 315 164 337</box>
article-body-text: وزیراعظم نے ترقیاتی منصوبوں کا جائزہ لینے کے لیے اجلاس کی صدارت کی۔ انہوں نے منصوبوں کی بروقت تکمیل کی ہدایت کی۔ اجلاس میں متعلقہ وزرا اور اعلیٰ حکام نے شرکت کی۔ وزیراعظم نے کہا کہ عوام کے پیسے کا ایک ایک پائی شفاف طریقے سے خرچ کیا جائے گا۔ کرپشن کے خاتمے کے لیے زیرو ٹالرنس پالیسی اپنائی گئی ہے۔ منصوبوں میں تاخیر کے ذمہ داران کے خلاف کارروائی کی جائے گی۔ ملک میں سرمایہ کاری کے لیے سازگار ماحول فراہم کیا جا رہا ہے۔ شہباز شریف نے کہا کہ پاکستان ترقی کی راہ پر گامزن ہے۔ نوجوانوں کو روزگار کی فراہمی حکومت کی ترجیح ہے۔ <box>209 55 398 315</box>
kicker-main-label: بقیہ <box>1062 362 1101 384</box>
article-divider <box>610 246 798 247</box>
column-6 <box>205 26 400 2556</box>
kicker-source-label: سب نیوز <box>901 253 965 275</box>
article-divider <box>209 956 397 957</box>
continuation-kicker <box>1211 925 1399 947</box>
kicker-source-label: سب نیوز <box>300 701 364 723</box>
continuation-kicker <box>209 586 397 608</box>
kicker-main-label: بقیہ <box>1262 925 1301 947</box>
article-body-text: سیاحت کے فروغ کے لیے شمالی علاقوں میں نئی سہولیات فراہم کی جا رہی ہیں۔ سیاحوں کی تعداد میں ریکارڈ اضافہ ہوا ہے۔ ہوٹلوں اور ریسٹ ہاؤسز کی تعداد بڑھائی جا رہی ہے۔ <box>209 611 398 686</box>
kicker-source-label: سب نیوز <box>500 555 564 577</box>
continuation-article <box>1010 925 1198 1035</box>
continuation-kicker <box>1010 925 1198 947</box>
article-divider <box>9 563 197 564</box>
article-divider <box>610 987 798 988</box>
continuation-kicker <box>610 29 798 51</box>
kicker-main-label: بقیہ <box>1262 493 1301 515</box>
continuation-article <box>810 29 998 247</box>
article-body-text: انسداد پولیو مہم کا آغاز کر دیا گیا ہے۔ اس مہم کے دوران پانچ سال سے کم عمر بچوں کو پولیو کے قطرے پلائے جائیں گے۔ والدین سے تعاون کی اپیل کی گئی ہے۔ پولیو ٹیموں کی سیکیورٹی کے لیے خصوصی انتظامات کیے گئے ہیں۔ پاکستان سے پولیو کے مکمل خاتمے کا عزم ظاہر کیا گیا۔ <box>209 727 398 832</box>
continuation-article <box>209 586 397 696</box>
kicker-main-label: بقیہ <box>1262 1473 1301 1495</box>
continuation-article <box>1010 362 1198 627</box>
kicker-main-label: بقیہ <box>862 524 901 546</box>
kicker-source-label: سب نیوز <box>300 331 364 353</box>
continuation-kicker <box>1211 207 1399 229</box>
